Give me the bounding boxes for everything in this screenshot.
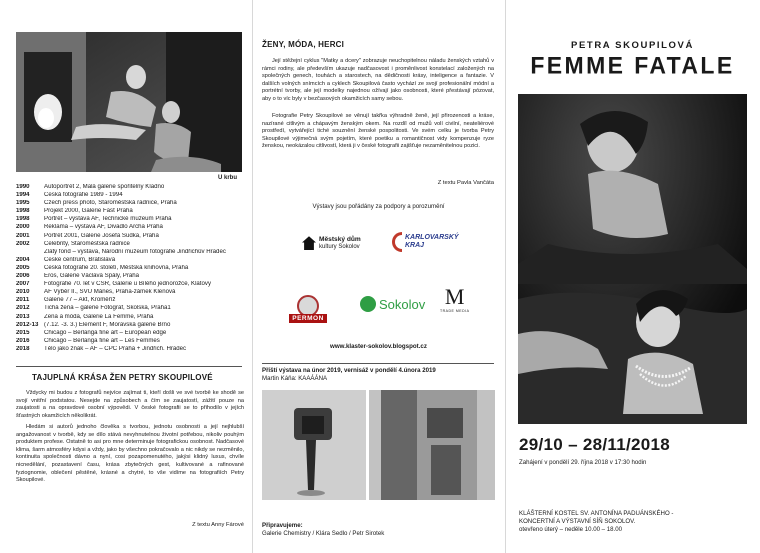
exhibition-year: 2000	[16, 224, 30, 231]
middle-panel	[252, 0, 505, 553]
exhibition-text: Autoportrét 2, Malá galerie spořitelny Kladno	[44, 184, 165, 190]
exhibition-text: Czech press photo, Staroměstská radnice, Praha	[44, 200, 177, 207]
byline: Z textu Pavla Vančáta	[437, 180, 494, 186]
exhibition-year: 2018	[16, 345, 30, 352]
venue-line-2: KONCERTNÍ A VÝSTAVNÍ SÍŇ SOKOLOV.	[519, 518, 636, 525]
section-title: ŽENY, MÓDA, HERCI	[262, 40, 345, 49]
cover-photo	[518, 94, 747, 424]
logo-text: KRAJ	[405, 242, 425, 249]
logo-text: PERMON	[289, 314, 327, 323]
exhibition-text: Tělo jako znak – AF – CPC Praha + Jindřich. Hradec	[44, 345, 187, 352]
exhibition-text: AF Výběr II., SVU Mánes, Praha-zámek Klenová	[44, 289, 176, 296]
logo-text: Sokolov	[379, 296, 426, 312]
exhibition-text: Chicago – Berlanga fine art – European edge	[44, 329, 167, 336]
venue-line-1: KLÁŠTERNÍ KOSTEL SV. ANTONÍNA PADUÁNSKÉHO -	[519, 510, 674, 517]
exhibition-title: FEMME FATALE	[530, 51, 735, 79]
section-paragraph-1: Vždycky mi budou z fotografů nejvíce zajímat ti, kteří došli ve své tvorbě ke shodě se svojí vnitřní podstatou. Nesejde na způsobech a čím se zaujatostí, zážití pouze na zaujatosti a na opravdové osobní výpovědi. V české fotografii se to přihodilo v jejích šťastných okamžicích několikrát.	[16, 390, 244, 419]
exhibition-year: 2013	[16, 313, 30, 320]
exhibition-year	[16, 249, 44, 257]
exhibition-year: 2001	[16, 232, 30, 239]
sokolov-logo	[360, 296, 425, 312]
section-paragraph-2: Hledám si autorů jednoho člověka s tvorbou, jednotu osobnosti a její nejhlubší angažovanost v tvorbě, kdy se dílo stává nevyhnutelnou životní potřebou, nikoliv pouhým produktem profese. Ostatně to asi pro mne determinuje fotografickou osobnost. Nadčasové klima, šarm atmosféry kdysi a vždy, jako by všechno pokračovalo a nic nikdy se nezměnilo, kontinuita společnosti dávno a nyní, cosi pozapomenutého, jakýsi klidný luxus, chvíle nicnedělání, pozastavení času, krása zbytečných gest, kultivované a rafinované fyziognomie, oblečení pěstěné, krásné a chytré, to vše vidíme na fotografiích Petry Skoupilové.	[16, 424, 244, 484]
divider	[262, 363, 494, 364]
exhibition-text: Fotografie 70. let v ČSR, Galerie u Bílého jednorožce, Klatovy	[44, 281, 211, 288]
exhibition-year: 1994	[16, 192, 30, 199]
exhibition-row	[16, 208, 248, 216]
exhibition-row	[16, 330, 248, 338]
exhibition-text: Celebrity, Staroměstská radnice	[44, 240, 130, 247]
exhibition-text: Česke centrum, Bratislava	[44, 256, 116, 263]
exhibition-year: 1998	[16, 208, 30, 215]
sokolov-emblem-icon	[360, 296, 376, 312]
exhibition-text: Eros, Galerie Václava Špály, Praha	[44, 273, 140, 280]
exhibition-year: 2006	[16, 273, 30, 280]
exhibition-text: Galerie 77 – Akt, Kroměříž	[44, 297, 116, 304]
trade-media-logo	[440, 286, 469, 313]
exhibition-year: 2016	[16, 337, 30, 344]
m-emblem-icon: M	[444, 284, 465, 309]
exhibition-text: Chicago – Berlanga fine art – Les Femmes	[44, 337, 160, 344]
paragraph-1: Její stěžejní cyklus "Matky a dcery" zobrazuje neuchopitelnou náladu ženských vztahů v rámci rodiny, ale především ukazuje nadčasovost i proměnlivost konstelací založených na společných genech, touhách a starostech, na dědičnosti krásy, inteligence a fantazie. V dalších volných snímcích a cyklech Skoupilová často vychází ze svojí profesionální módní a portrétní tvorby, ale její modelky najednou ožívají jako osobnosti, které přestávají pózovat, aby o to víc byly v bezčasových okamžicích samy sebou.	[262, 58, 494, 102]
exhibition-text: Reklama – výstava AF, Divadlo Archa Praha	[44, 224, 163, 231]
exhibition-text: Česká fotografie 1989 - 1994	[44, 192, 123, 199]
exhibition-row	[16, 233, 248, 241]
exhibition-row	[16, 289, 248, 297]
exhibition-year: 1998	[16, 216, 30, 223]
exhibition-year: 2012	[16, 305, 30, 312]
exhibition-text: (7.12. -3. 3.) Element F, Moravská galerie Brno	[44, 321, 171, 328]
exhibition-row	[16, 305, 248, 313]
section-byline: Z textu Anny Fárové	[192, 522, 244, 528]
opening-hours: otevřeno úterý – neděle 10.00 – 18.00	[519, 526, 622, 533]
exhibition-text: Projekt 2000, Galerie Fast Praha	[44, 208, 133, 215]
exhibition-row	[16, 192, 248, 200]
mestsky-dum-logo	[302, 236, 361, 250]
artist-name: PETRA SKOUPILOVÁ	[571, 40, 694, 51]
exhibition-text: Zlatý fond – výstava, Národní muzeum fotografie Jindřichův Hradec	[44, 248, 226, 255]
section-title: TAJUPLNÁ KRÁSA ŽEN PETRY SKOUPILOVÉ	[32, 373, 213, 382]
opening-info: Zahájení v pondělí 29. října 2018 v 17:30 hodin	[519, 459, 647, 466]
exhibition-row	[16, 200, 248, 208]
divider	[16, 366, 242, 367]
blog-url-link[interactable]: www.klaster-sokolov.blogspot.cz	[330, 343, 427, 350]
exhibition-year: 2002	[16, 240, 30, 247]
exhibition-year: 2007	[16, 281, 30, 288]
exhibition-list	[16, 184, 248, 354]
exhibition-row	[16, 216, 248, 224]
exhibition-year: 2010	[16, 289, 30, 296]
exhibition-row	[16, 241, 248, 249]
photo-caption: U krbu	[218, 175, 238, 181]
kv-emblem-icon	[392, 232, 402, 252]
exhibition-year: 2015	[16, 329, 30, 336]
prep-text: Galerie Chemistry / Klára Sedlo / Petr Sirotek	[262, 530, 385, 537]
fireplace-photo	[16, 32, 242, 172]
paragraph-2: Fotografie Petry Skoupilové se věnují takřka výhradně ženě, její přirozenosti a kráse, nazírané citlivým a chápavým ženským okem. Na rozdíl od mužů volí civilní, neateliérové prostředí, vytvářející tiché souznění ženské pospolitosti. Ve svém celku je tvorba Petry Skoupilové výjimečná svým pojetím, které poetiku a romantičnost vidy kompenzuje ryze ženskou, neokázalou citlivostí, která ji v české fotografii zajišťuje nezaměnitelnou pozici.	[262, 113, 494, 150]
exhibition-text: Žena a móda, Galerie La Femme, Praha	[44, 313, 154, 320]
karlovarsky-kraj-logo	[392, 232, 459, 252]
exhibition-row	[16, 265, 248, 273]
logo-text: TRADE MEDIA	[440, 309, 470, 313]
exhibition-dates: 29/10 – 28/11/2018	[519, 435, 670, 454]
sculpture-photo-1	[262, 390, 366, 500]
exhibition-year: 2005	[16, 264, 30, 271]
next-exhibition: Příští výstava na únor 2019, vernisáž v pondělí 4.února 2019	[262, 367, 436, 374]
exhibition-row	[16, 297, 248, 305]
exhibition-row	[16, 249, 248, 257]
exhibition-year: 2011	[16, 297, 30, 304]
exhibition-text: Portrét 2001, Galerie Josefa Sudka, Praha	[44, 232, 159, 239]
exhibition-text: Tichá žena – galerie Fotograf, Školská, Praha1	[44, 305, 171, 312]
next-artist: Martin Káňa: KAAÁÁNA	[262, 375, 328, 382]
exhibition-row	[16, 322, 248, 330]
exhibition-row	[16, 314, 248, 322]
exhibition-row	[16, 257, 248, 265]
house-icon	[302, 236, 316, 250]
exhibition-year: 2004	[16, 256, 30, 263]
exhibition-year: 1990	[16, 184, 30, 190]
exhibition-text: Česká fotografie 20. století, Městská knihovna, Praha	[44, 264, 189, 271]
logo-text: KARLOVARSKÝ	[405, 234, 459, 242]
exhibition-text: Portrét – výstava AF, Technické muzeum Praha	[44, 216, 172, 223]
exhibition-row	[16, 273, 248, 281]
exhibition-row	[16, 184, 248, 192]
permon-logo	[286, 283, 330, 323]
exhibition-year: 2012-13	[16, 321, 39, 328]
exhibition-row	[16, 338, 248, 346]
exhibition-year: 1995	[16, 200, 30, 207]
exhibition-row	[16, 281, 248, 289]
exhibition-row	[16, 224, 248, 232]
cover-panel	[505, 0, 760, 553]
logo-text: Městský dům	[319, 236, 361, 243]
prep-label: Připravujeme:	[262, 522, 303, 529]
support-line: Výstavy jsou pořádány za podpory a porozumění	[312, 203, 445, 210]
exhibition-row	[16, 346, 248, 354]
logo-text: kultury Sokolov	[319, 243, 360, 250]
sculpture-photo-2	[369, 390, 495, 500]
left-panel	[0, 0, 252, 553]
